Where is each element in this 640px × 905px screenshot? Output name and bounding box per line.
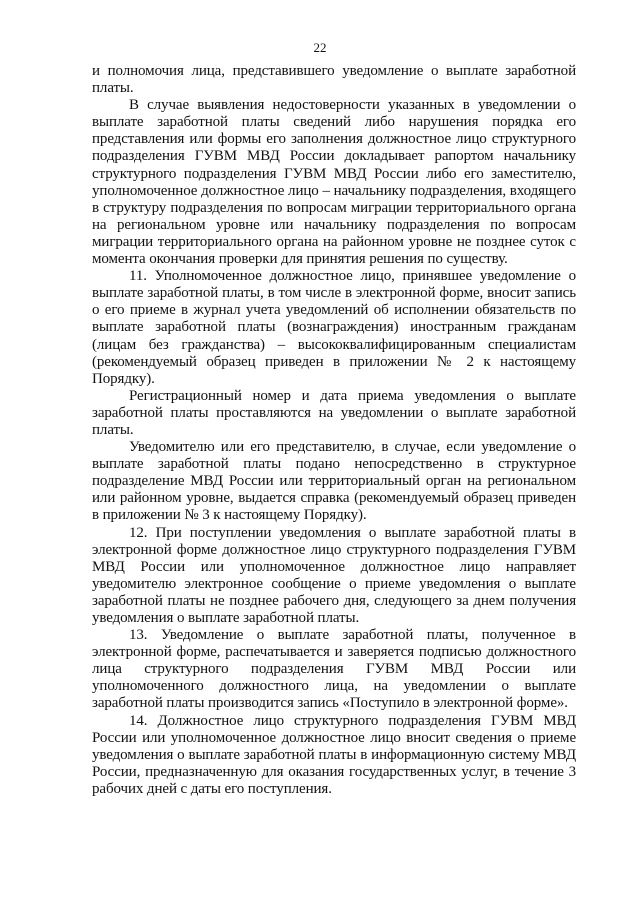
paragraph-item-14: 14. Должностное лицо структурного подразделения ГУВМ МВД России или уполномоченное должностное лицо вносит сведения о приеме уведомления о выплате заработной платы в информационную систему МВД России, предназначенную для оказания государственных услуг, в течение 3 рабочих дней с даты его поступления. — [92, 712, 576, 797]
paragraph-item-13: 13. Уведомление о выплате заработной платы, полученное в электронной форме, распечатывается и заверяется подписью должностного лица структурного подразделения ГУВМ МВД России или уполномоченного должностного лица, на уведомлении о выплате заработной платы производится запись «Поступило в электронной форме». — [92, 627, 576, 712]
paragraph-certificate: Уведомителю или его представителю, в случае, если уведомление о выплате заработной платы подано непосредственно в структурное подразделение МВД России или территориальный орган на региональном или районном уровне, выдается справка (рекомендуемый образец приведен в приложении № 3 к настоящему Порядку). — [92, 439, 576, 524]
paragraph-registration-number: Регистрационный номер и дата приема уведомления о выплате заработной платы проставляются на уведомлении о выплате заработной платы. — [92, 387, 576, 438]
paragraph-item-11: 11. Уполномоченное должностное лицо, принявшее уведомление о выплате заработной платы, в том числе в электронной форме, вносит запись о его приеме в журнал учета уведомлений об исполнении обязательств по выплате заработной платы (вознаграждения) иностранным гражданам (лицам без гражданства) – высококвалифицированным специалистам (рекомендуемый образец приведен в приложении № 2 к настоящему Порядку). — [92, 268, 576, 387]
paragraph-continuation: и полномочия лица, представившего уведомление о выплате заработной платы. — [92, 63, 576, 97]
paragraph-unreliable-data: В случае выявления недостоверности указанных в уведомлении о выплате заработной платы сведений либо нарушения порядка его представления или формы его заполнения должностное лицо структурного подразделения ГУВМ МВД России докладывает рапортом начальнику структурного подразделения ГУВМ МВД России либо его заместителю, уполномоченное должностное лицо – начальнику подразделения, входящего в структуру подразделения по вопросам миграции территориального органа на региональном уровне или начальнику подразделения по вопросам миграции территориального органа на районном уровне не позднее суток с момента окончания проверки для принятия решения по существу. — [92, 97, 576, 268]
page-number: 22 — [313, 40, 327, 55]
paragraph-item-12: 12. При поступлении уведомления о выплате заработной платы в электронной форме должностное лицо структурного подразделения ГУВМ МВД России или уполномоченное должностное лицо направляет уведомителю электронное сообщение о приеме уведомления о выплате заработной платы не позднее рабочего дня, следующего за днем получения уведомления о выплате заработной платы. — [92, 524, 576, 626]
body-text — [92, 63, 576, 798]
